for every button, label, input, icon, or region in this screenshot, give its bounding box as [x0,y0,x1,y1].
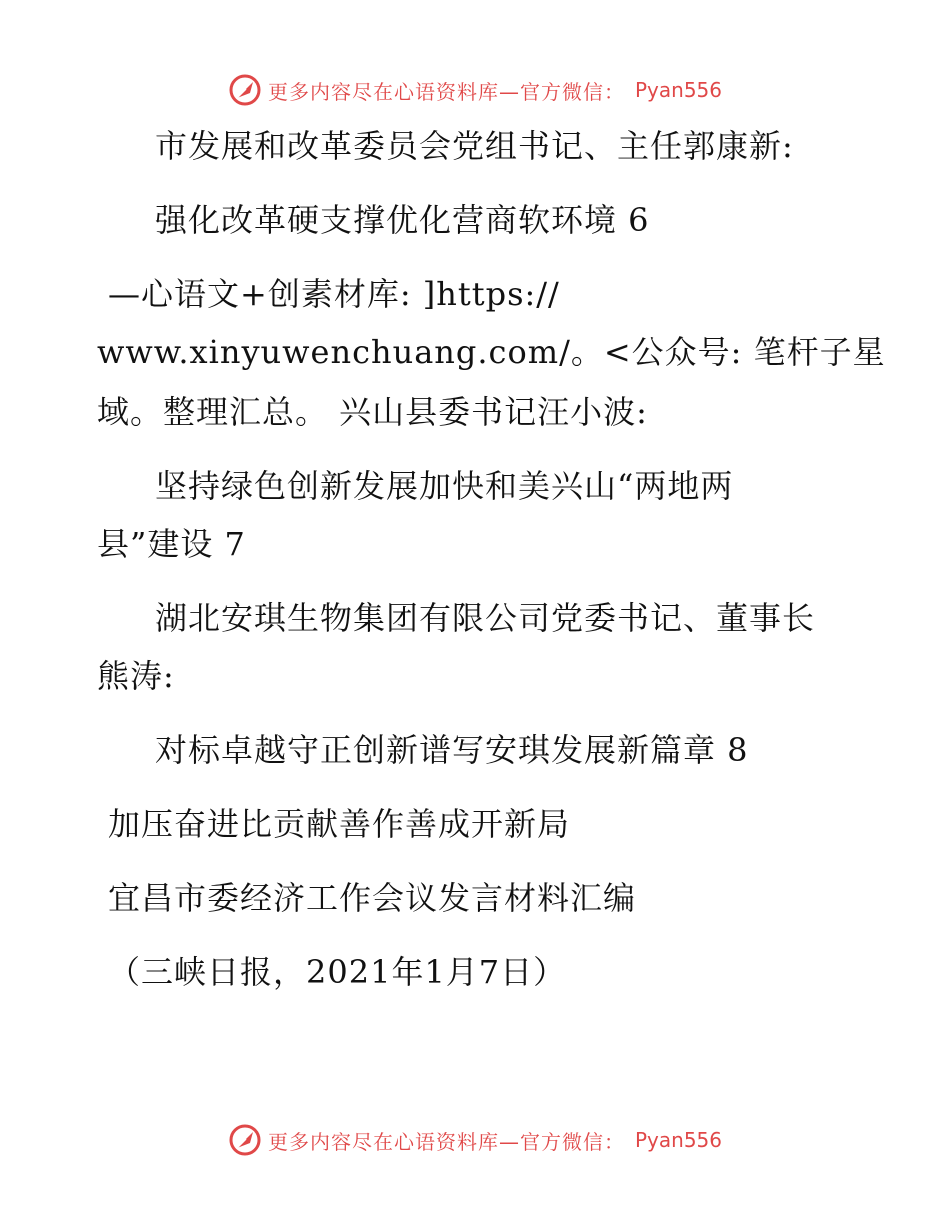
text-line-12: 宜昌市委经济工作会议发言材料汇编 [108,879,637,917]
watermark-text: 更多内容尽在心语资料库—官方微信： [267,1129,625,1154]
text-line-2: 强化改革硬支撑优化营商软环境 6 [155,201,650,239]
text-line-5: 域。整理汇总。 兴山县委书记汪小波: [97,393,648,431]
watermark-header [0,70,950,110]
text-line-13: （三峡日报，2021年1月7日） [108,953,567,991]
text-line-3: —心语文+创素材库: ]https:// [108,275,560,313]
watermark-text: 更多内容尽在心语资料库—官方微信： [267,79,625,104]
text-line-7: 县”建设 7 [97,525,246,563]
text-line-10: 对标卓越守正创新谱写安琪发展新篇章 8 [155,731,749,769]
watermark-account: Pyan556 [634,78,722,102]
quill-logo-icon [228,1123,262,1157]
text-line-9: 熊涛: [97,657,175,695]
quill-logo-icon [228,73,262,107]
watermark-footer [0,1120,950,1160]
text-line-6: 坚持绿色创新发展加快和美兴山“两地两 [155,467,734,505]
text-line-11: 加压奋进比贡献善作善成开新局 [108,805,571,843]
text-line-4: www.xinyuwenchuang.com/。<公众号: 笔杆子星 [97,333,886,371]
text-line-1: 市发展和改革委员会党组书记、主任郭康新: [155,127,794,165]
watermark-account: Pyan556 [634,1128,722,1152]
text-line-8: 湖北安琪生物集团有限公司党委书记、董事长 [155,599,816,637]
